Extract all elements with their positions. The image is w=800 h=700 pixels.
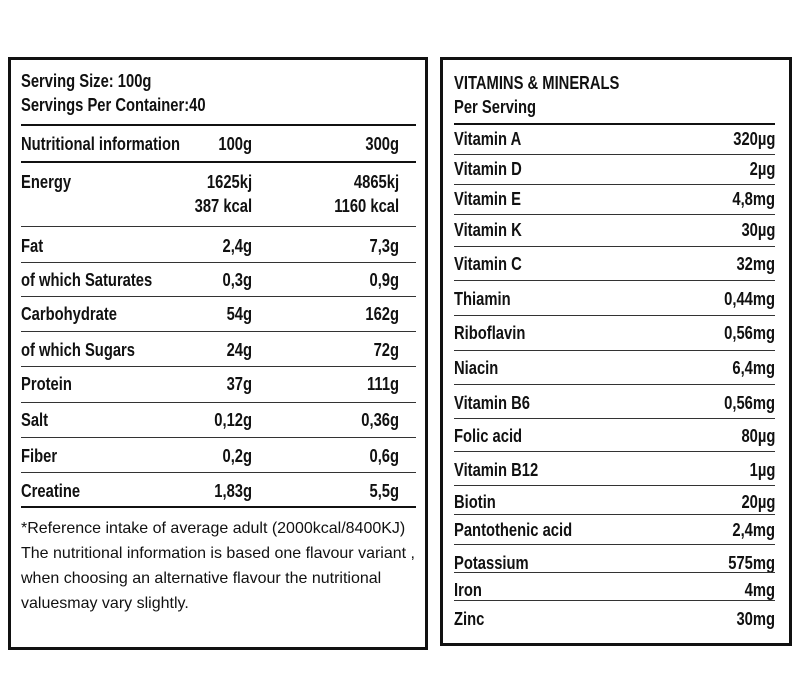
vitamins-minerals-panel <box>440 57 792 646</box>
nutrient-value-300g: 72g <box>373 340 399 360</box>
divider <box>454 350 775 351</box>
nutrient-value-100g: 2,4g <box>222 236 252 256</box>
vitamin-value: 1µg <box>749 460 775 480</box>
divider <box>21 402 416 403</box>
header-divider <box>454 123 775 125</box>
vitamin-row <box>454 393 775 415</box>
column-header-300g: 300g <box>365 134 399 154</box>
divider <box>454 485 775 486</box>
vitamin-row <box>454 129 775 151</box>
energy-kcal-300g: 1160 kcal <box>334 196 399 216</box>
vitamin-label: Vitamin C <box>454 254 522 274</box>
column-header-row <box>21 134 416 156</box>
column-header-label: Nutritional information <box>21 134 181 154</box>
vitamin-row <box>454 520 775 542</box>
divider <box>454 214 775 215</box>
vitamin-row <box>454 460 775 482</box>
vitamin-label: Thiamin <box>454 289 511 309</box>
divider <box>454 280 775 281</box>
vitamin-value: 2µg <box>749 159 775 179</box>
nutrient-row <box>21 374 416 396</box>
column-header-100g: 100g <box>218 134 252 154</box>
nutrient-row <box>21 410 416 432</box>
vitamin-value: 320µg <box>732 129 775 149</box>
vitamin-value: 0,56mg <box>724 323 775 343</box>
vitamin-label: Vitamin D <box>454 159 522 179</box>
energy-kj-300g: 4865kj <box>353 172 399 192</box>
divider <box>454 514 775 515</box>
nutrient-label: Carbohydrate <box>21 304 117 324</box>
nutrient-label: Fat <box>21 236 44 256</box>
vitamin-row <box>454 289 775 311</box>
nutrient-value-300g: 0,36g <box>361 410 399 430</box>
vitamin-label: Niacin <box>454 358 499 378</box>
vitamin-value: 20µg <box>741 492 775 512</box>
vitamin-label: Vitamin B12 <box>454 460 539 480</box>
vitamin-row <box>454 609 775 631</box>
nutrient-label: Salt <box>21 410 49 430</box>
vitamin-label: Potassium <box>454 553 529 573</box>
nutrient-value-100g: 37g <box>226 374 252 394</box>
vitamin-value: 575mg <box>728 553 775 573</box>
nutrient-value-100g: 54g <box>226 304 252 324</box>
vitamin-label: Vitamin A <box>454 129 522 149</box>
vitamin-label: Vitamin K <box>454 220 522 240</box>
divider <box>454 572 775 573</box>
nutrient-value-100g: 1,83g <box>214 481 252 501</box>
footnote-line: when choosing an alternative flavour the nutritional <box>21 570 382 587</box>
vitamin-row <box>454 358 775 380</box>
energy-label: Energy <box>21 172 72 192</box>
vitamin-value: 30µg <box>741 220 775 240</box>
nutrient-label: of which Sugars <box>21 340 136 360</box>
nutrient-label: Creatine <box>21 481 81 501</box>
energy-kj-100g: 1625kj <box>206 172 252 192</box>
vitamin-label: Biotin <box>454 492 496 512</box>
nutrient-row <box>21 270 416 292</box>
vitamin-label: Pantothenic acid <box>454 520 573 540</box>
vitamin-label: Folic acid <box>454 426 523 446</box>
divider <box>21 472 416 473</box>
divider <box>454 451 775 452</box>
divider <box>21 161 416 163</box>
vitamin-value: 4,8mg <box>732 189 775 209</box>
vitamin-value: 0,44mg <box>724 289 775 309</box>
nutrient-value-100g: 0,3g <box>222 270 252 290</box>
nutrient-row <box>21 481 416 503</box>
serving-size: Serving Size: 100g <box>21 71 152 91</box>
vitamin-row <box>454 254 775 276</box>
nutrient-label: of which Saturates <box>21 270 153 290</box>
vitamin-value: 30mg <box>736 609 775 629</box>
vitamin-value: 80µg <box>741 426 775 446</box>
nutrient-value-300g: 7,3g <box>369 236 399 256</box>
footnote-line: *Reference intake of average adult (2000kcal/8400KJ) <box>21 520 406 537</box>
header-divider <box>21 124 416 126</box>
divider <box>454 600 775 601</box>
nutrient-label: Protein <box>21 374 72 394</box>
divider <box>21 331 416 332</box>
footnote-line: valuesmay vary slightly. <box>21 595 189 612</box>
panel-subtitle: Per Serving <box>454 97 537 117</box>
divider <box>454 246 775 247</box>
nutrient-value-300g: 0,9g <box>369 270 399 290</box>
vitamin-row <box>454 189 775 211</box>
vitamin-label: Riboflavin <box>454 323 526 343</box>
divider <box>21 437 416 438</box>
nutrient-row <box>21 304 416 326</box>
nutrient-value-300g: 111g <box>366 374 399 394</box>
nutrition-facts-panel <box>8 57 428 650</box>
nutrient-row <box>21 236 416 258</box>
nutrient-label: Fiber <box>21 446 58 466</box>
divider <box>454 154 775 155</box>
nutrient-value-100g: 24g <box>226 340 252 360</box>
vitamin-row <box>454 220 775 242</box>
nutrient-row <box>21 340 416 362</box>
divider <box>454 384 775 385</box>
vitamin-value: 4mg <box>744 580 775 600</box>
energy-kcal-100g: 387 kcal <box>194 196 252 216</box>
vitamin-label: Iron <box>454 580 482 600</box>
divider <box>454 544 775 545</box>
divider <box>21 366 416 367</box>
divider <box>21 226 416 227</box>
vitamin-row <box>454 580 775 602</box>
vitamin-row <box>454 159 775 181</box>
panel-title: VITAMINS & MINERALS <box>454 73 620 93</box>
vitamin-row <box>454 323 775 345</box>
servings-per-container: Servings Per Container:40 <box>21 95 206 115</box>
vitamin-label: Zinc <box>454 609 485 629</box>
footer-divider <box>21 506 416 508</box>
nutrient-value-300g: 0,6g <box>369 446 399 466</box>
nutrient-value-100g: 0,2g <box>222 446 252 466</box>
vitamin-value: 6,4mg <box>732 358 775 378</box>
vitamin-row <box>454 492 775 514</box>
divider <box>21 296 416 297</box>
divider <box>21 262 416 263</box>
vitamin-value: 2,4mg <box>732 520 775 540</box>
vitamin-label: Vitamin E <box>454 189 521 209</box>
nutrient-row <box>21 446 416 468</box>
vitamin-value: 32mg <box>736 254 775 274</box>
divider <box>454 418 775 419</box>
vitamin-value: 0,56mg <box>724 393 775 413</box>
nutrient-value-300g: 5,5g <box>369 481 399 501</box>
vitamin-row <box>454 426 775 448</box>
nutrient-value-300g: 162g <box>365 304 399 324</box>
vitamin-label: Vitamin B6 <box>454 393 531 413</box>
nutrient-value-100g: 0,12g <box>214 410 252 430</box>
footnote-line: The nutritional information is based one flavour variant , <box>21 545 415 562</box>
divider <box>454 315 775 316</box>
divider <box>454 184 775 185</box>
